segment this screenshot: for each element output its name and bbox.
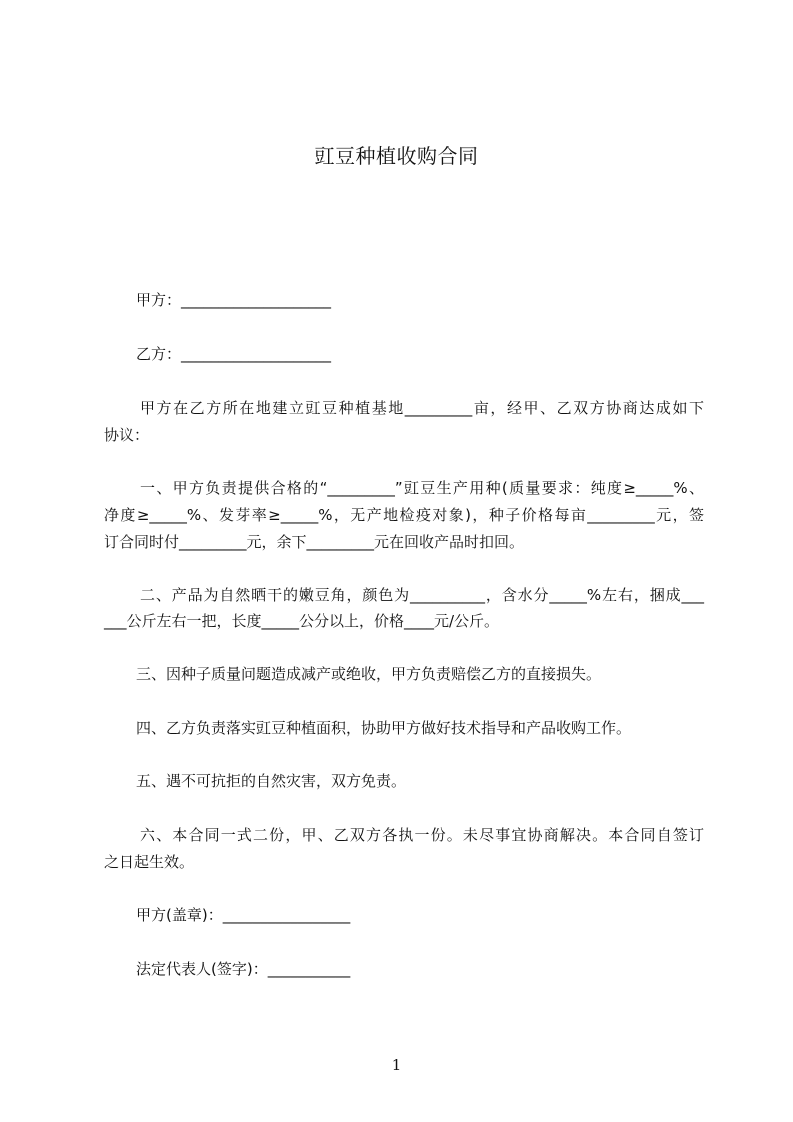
clause-2-line-2: ___公斤左右一把，长度_____公分以上，价格____元/公斤。: [104, 612, 500, 630]
clause-3-line: 三、因种子质量问题造成减产或绝收，甲方负责赔偿乙方的直接损失。: [136, 665, 602, 683]
clause-5-line: 五、遇不可抗拒的自然灾害，双方免责。: [136, 772, 407, 790]
signature-legal-rep-line: 法定代表人(签字)：___________: [136, 960, 351, 978]
signature-party-a-line: 甲方(盖章)：_________________: [136, 906, 351, 924]
clause-6-line-1: 六、本合同一式二份，甲、乙双方各执一份。未尽事宜协商解决。本合同自签订: [140, 826, 704, 844]
intro-line-2: 协议：: [104, 426, 150, 444]
clause-1-line-3: 订合同时付_________元，余下_________元在回收产品时扣回。: [104, 533, 525, 551]
document-title: 豇豆种植收购合同: [314, 144, 479, 168]
page-number: 1: [391, 1056, 402, 1074]
party-b-line: 乙方：____________________: [136, 345, 332, 363]
clause-2-line-1: 二、产品为自然晒干的嫩豆角，颜色为__________，含水分_____%左右，捆成___: [140, 586, 704, 604]
clause-1-line-1: 一、甲方负责提供合格的“_________”豇豆生产用种(质量要求：纯度≥_____%、: [140, 479, 704, 497]
clause-4-line: 四、乙方负责落实豇豆种植面积，协助甲方做好技术指导和产品收购工作。: [136, 719, 632, 737]
intro-line-1: 甲方在乙方所在地建立豇豆种植基地_________亩，经甲、乙双方协商达成如下: [140, 399, 704, 417]
party-a-line: 甲方：____________________: [136, 291, 332, 309]
clause-6-line-2: 之日起生效。: [104, 853, 195, 871]
clause-1-line-2: 净度≥_____%、发芽率≥_____%，无产地检疫对象)，种子价格每亩_________元，签: [104, 506, 704, 524]
